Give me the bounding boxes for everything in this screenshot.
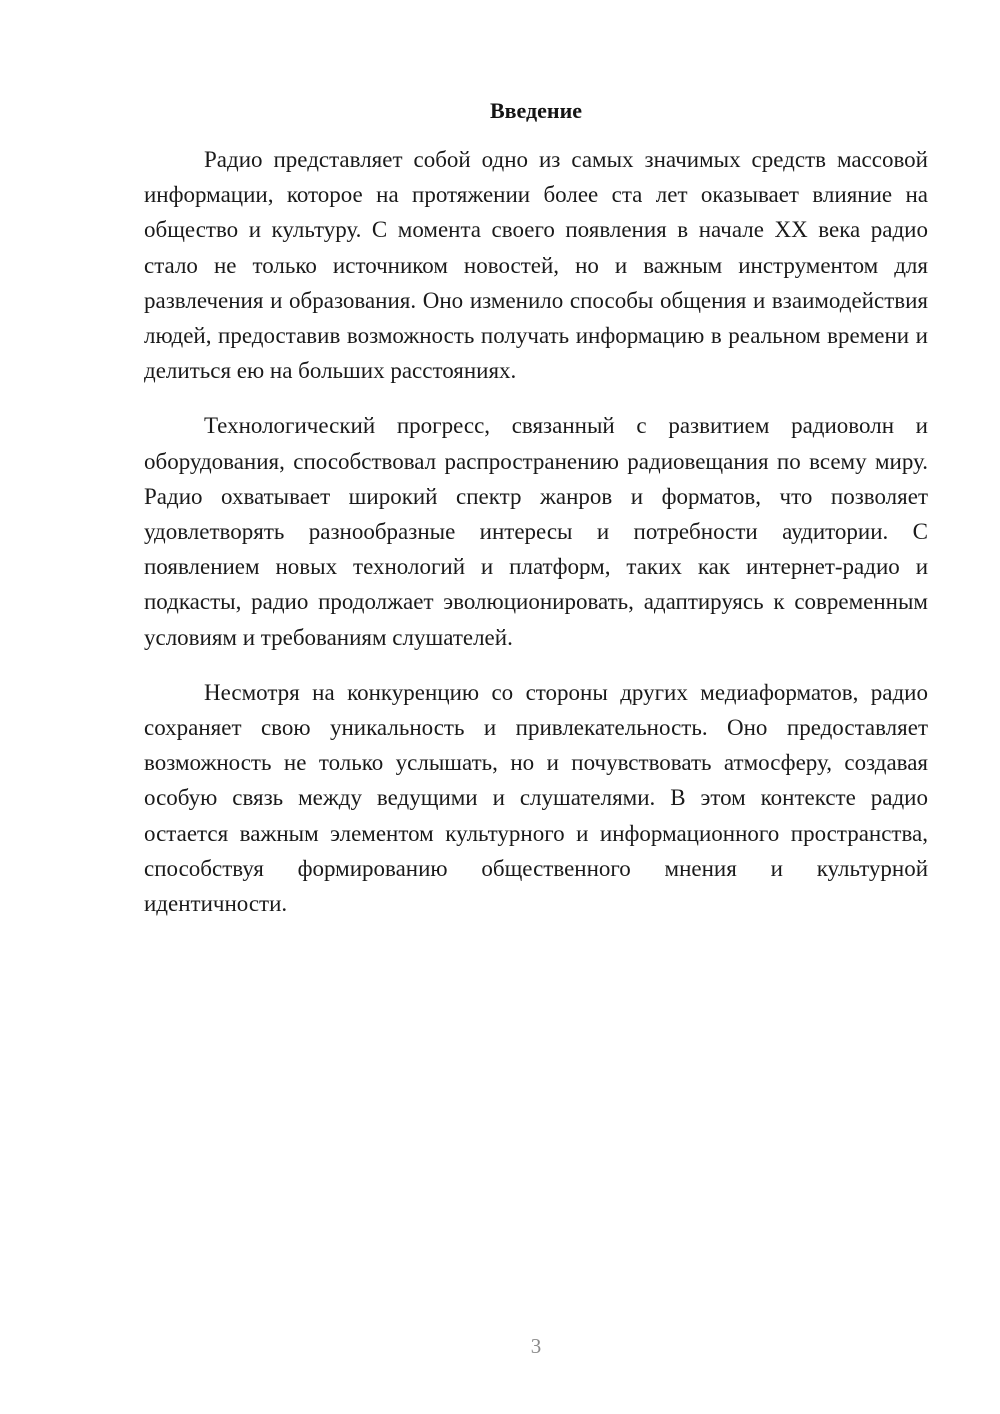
paragraph-1: Радио представляет собой одно из самых значимых средств массовой информации, которое на протяжении более ста лет оказывает влияние на общество и культуру. С момента своего появления в начале XX века радио стало не только источником новостей, но и важным инструментом для развлечения и образования. Оно изменило способы общения и взаимодействия людей, предоставив возможность получать информацию в реальном времени и делиться ею на больших расстояниях. (144, 147, 928, 384)
body-text (144, 142, 928, 941)
paragraph-3: Несмотря на конкуренцию со стороны других медиаформатов, радио сохраняет свою уникальность и привлекательность. Оно предоставляет возможность не только услышать, но и почувствовать атмосферу, создавая особую связь между ведущими и слушателями. В этом контексте радио остается важным элементом культурного и информационного пространства, способствуя формированию общественного мнения и культурной идентичности. (144, 679, 928, 917)
paragraph-2: Технологический прогресс, связанный с развитием радиоволн и оборудования, способствовал распространению радиовещания по всему миру. Радио охватывает широкий спектр жанров и форматов, что позволяет удовлетворять разнообразные интересы и потребности аудитории. С появлением новых технологий и платформ, таких как интернет-радио и подкасты, радио продолжает эволюционировать, адаптируясь к современным условиям и требованиям слушателей. (144, 413, 928, 650)
section-title: Введение (489, 98, 583, 123)
page-number: 3 (530, 1334, 542, 1358)
